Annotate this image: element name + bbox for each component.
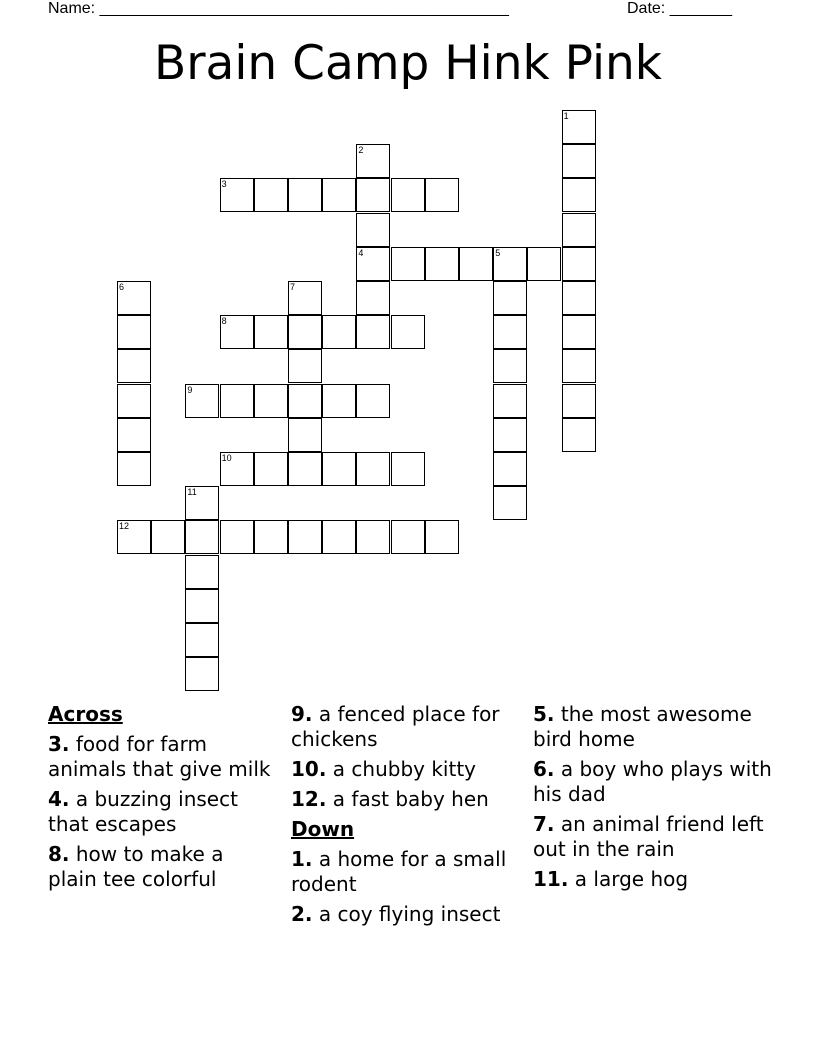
clue-text: how to make a plain tee colorful: [48, 842, 224, 891]
grid-cell[interactable]: [288, 178, 322, 212]
clue-text: a boy who plays with his dad: [533, 757, 772, 806]
grid-cell[interactable]: [562, 315, 596, 349]
grid-cell[interactable]: [562, 178, 596, 212]
grid-cell[interactable]: [288, 384, 322, 418]
clue-down-6: [533, 757, 773, 807]
grid-cell[interactable]: [562, 418, 596, 452]
clue-across-4: [48, 787, 278, 837]
cell-number: 5: [495, 247, 501, 258]
grid-cell[interactable]: [562, 213, 596, 247]
grid-cell[interactable]: [562, 281, 596, 315]
grid-cell[interactable]: [151, 520, 185, 554]
grid-cell[interactable]: [527, 247, 561, 281]
grid-cell[interactable]: [254, 452, 288, 486]
grid-cell[interactable]: [288, 452, 322, 486]
grid-cell[interactable]: [185, 384, 219, 418]
clue-number: 10.: [291, 757, 327, 781]
grid-cell[interactable]: [562, 384, 596, 418]
cell-number: 6: [119, 282, 125, 292]
grid-cell[interactable]: [220, 315, 254, 349]
grid-cell[interactable]: [288, 281, 322, 315]
cell-number: 11: [187, 487, 197, 498]
clue-down-7: [533, 812, 773, 862]
grid-cell[interactable]: [391, 452, 425, 486]
grid-cell[interactable]: [220, 178, 254, 212]
clue-across-9: [291, 702, 523, 752]
grid-cell[interactable]: [493, 452, 527, 486]
grid-cell[interactable]: [117, 520, 151, 554]
clue-text: a large hog: [574, 867, 689, 891]
grid-cell[interactable]: [562, 110, 596, 144]
grid-cell[interactable]: [117, 452, 151, 486]
clue-across-12: [291, 787, 523, 812]
clue-across-8: [48, 842, 278, 892]
clue-number: 5.: [533, 702, 555, 726]
grid-cell[interactable]: [185, 486, 219, 520]
clue-number: 12.: [291, 787, 327, 811]
clue-down-1: [291, 847, 523, 897]
grid-cell[interactable]: [391, 178, 425, 212]
grid-cell[interactable]: [185, 623, 219, 657]
grid-cell[interactable]: [322, 520, 356, 554]
grid-cell[interactable]: [322, 452, 356, 486]
down-heading: Down: [291, 817, 355, 841]
cell-number: 9: [187, 384, 193, 395]
grid-cell[interactable]: [322, 315, 356, 349]
clue-down-2: [291, 902, 523, 927]
grid-cell[interactable]: [117, 384, 151, 418]
grid-cell[interactable]: [493, 247, 527, 281]
clue-text: a fenced place for chickens: [291, 702, 500, 751]
clues-column-1: [48, 702, 278, 897]
grid-cell[interactable]: [562, 144, 596, 178]
cell-number: 2: [358, 145, 364, 156]
grid-cell[interactable]: [356, 281, 390, 315]
page-title: Brain Camp Hink Pink: [153, 36, 663, 91]
clue-text: a fast baby hen: [332, 787, 489, 811]
clues-column-3: [533, 702, 773, 897]
clue-text: a chubby kitty: [332, 757, 476, 781]
across-heading: Across: [48, 702, 123, 726]
grid-cell[interactable]: [356, 520, 390, 554]
clue-across-10: [291, 757, 523, 782]
grid-cell[interactable]: [391, 247, 425, 281]
grid-cell[interactable]: [254, 178, 288, 212]
grid-cell[interactable]: [356, 315, 390, 349]
grid-cell[interactable]: [425, 247, 459, 281]
clue-text: a buzzing insect that escapes: [48, 787, 238, 836]
clue-number: 6.: [533, 757, 555, 781]
grid-cell[interactable]: [322, 384, 356, 418]
clue-number: 8.: [48, 842, 70, 866]
grid-cell[interactable]: [493, 349, 527, 383]
grid-cell[interactable]: [356, 452, 390, 486]
name-field-line: Name: ______________________________________________: [48, 0, 509, 17]
grid-cell[interactable]: [356, 178, 390, 212]
clue-text: the most awesome bird home: [533, 702, 752, 751]
grid-cell[interactable]: [185, 657, 219, 691]
grid-cell[interactable]: [391, 520, 425, 554]
clue-number: 11.: [533, 867, 569, 891]
grid-cell[interactable]: [562, 349, 596, 383]
clues-column-2: [291, 702, 523, 932]
grid-cell[interactable]: [356, 384, 390, 418]
clue-text: a home for a small rodent: [291, 847, 507, 896]
grid-cell[interactable]: [459, 247, 493, 281]
grid-cell[interactable]: [254, 384, 288, 418]
clue-number: 3.: [48, 732, 70, 756]
cell-number: 10: [221, 453, 232, 463]
grid-cell[interactable]: [185, 555, 219, 589]
clue-down-5: [533, 702, 773, 752]
date-field-line: Date: _______: [627, 0, 732, 17]
grid-cell[interactable]: [322, 178, 356, 212]
grid-cell[interactable]: [493, 281, 527, 315]
grid-cell[interactable]: [356, 144, 390, 178]
cell-number: 4: [358, 247, 364, 258]
clue-number: 2.: [291, 902, 313, 926]
grid-cell[interactable]: [425, 520, 459, 554]
clue-number: 7.: [533, 812, 555, 836]
grid-cell[interactable]: [493, 315, 527, 349]
clue-across-3: [48, 732, 278, 782]
cell-number: 8: [221, 316, 227, 327]
grid-cell[interactable]: [493, 384, 527, 418]
cell-number: 1: [563, 111, 569, 121]
grid-cell[interactable]: [562, 247, 596, 281]
grid-cell[interactable]: [288, 418, 322, 452]
clue-number: 1.: [291, 847, 313, 871]
clue-number: 9.: [291, 702, 313, 726]
grid-cell[interactable]: [254, 520, 288, 554]
grid-cell[interactable]: [117, 281, 151, 315]
clue-text: a coy flying insect: [318, 902, 501, 926]
clue-text: an animal friend left out in the rain: [533, 812, 764, 861]
cell-number: 12: [119, 521, 130, 532]
cell-number: 3: [221, 179, 227, 190]
grid-cell[interactable]: [288, 315, 322, 349]
grid-cell[interactable]: [254, 315, 288, 349]
grid-cell[interactable]: [117, 418, 151, 452]
grid-cell[interactable]: [185, 520, 219, 554]
grid-cell[interactable]: [356, 213, 390, 247]
grid-cell[interactable]: [117, 349, 151, 383]
grid-cell[interactable]: [288, 520, 322, 554]
grid-cell[interactable]: [425, 178, 459, 212]
grid-cell[interactable]: [391, 315, 425, 349]
clue-down-11: [533, 867, 773, 892]
grid-cell[interactable]: [220, 384, 254, 418]
grid-cell[interactable]: [493, 486, 527, 520]
grid-cell[interactable]: [356, 247, 390, 281]
grid-cell[interactable]: [288, 349, 322, 383]
grid-cell[interactable]: [117, 315, 151, 349]
clue-text: food for farm animals that give milk: [48, 732, 271, 781]
grid-cell[interactable]: [220, 520, 254, 554]
cell-number: 7: [290, 282, 296, 292]
grid-cell[interactable]: [220, 452, 254, 486]
clue-number: 4.: [48, 787, 70, 811]
grid-cell[interactable]: [493, 418, 527, 452]
grid-cell[interactable]: [185, 589, 219, 623]
